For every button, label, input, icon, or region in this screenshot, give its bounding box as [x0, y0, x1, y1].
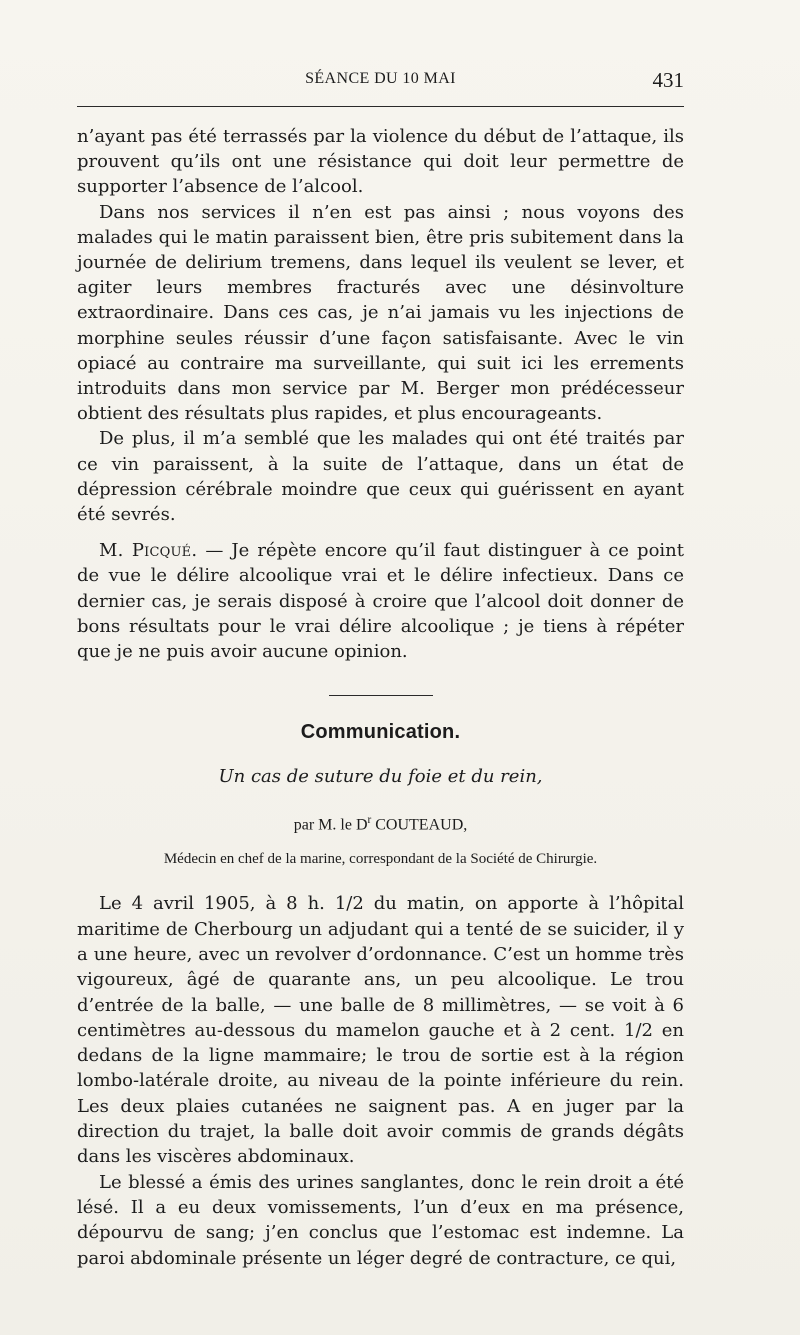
discussion-paragraph-2: Dans nos services il n’en est pas ainsi ; nous voyons des malades qui le matin paraissent bien, être pris subitement dans la journée de delirium tremens, dans lequel ils veulent se lever, et agiter leurs membres fracturés avec une désinvolture extraordinaire. Dans ces cas, je n’ai jamais vu les injections de morphine seules réussir d’une façon satisfaisante. Avec le vin opiacé au contraire ma surveillante, qui suit ici les errements introduits dans mon service par M. Berger mon prédécesseur obtient des résultats plus rapides, et plus encourageants.	[77, 201, 684, 425]
discussion-paragraph-3: De plus, il m’a semblé que les malades qui ont été traités par ce vin paraissent, à la suite de l’attaque, dans un état de dépression cérébrale moindre que ceux qui guérissent en ayant été sevrés.	[77, 428, 684, 526]
article-title: Un cas de suture du foie et du rein,	[218, 766, 543, 788]
case-paragraph-2: Le blessé a émis des urines sanglantes, donc le rein droit a été lésé. Il a eu deux vomissements, l’un d’eux en ma présence, dépourvu de sang; j’en conclus que l’estomac est indemne. La paroi abdominale présente un léger degré de contracture, ce qui,	[77, 1171, 684, 1269]
author-superscript: r	[367, 813, 372, 826]
picque-remark-text: — Je répète encore qu’il faut distinguer à ce point de vue le délire alcoolique vrai et le délire infectieux. Dans ce dernier cas, je serais disposé à croire que l’alcool doit donner de bons résultats pour le vrai délire alcoolique ; je tiens à répéter que je ne puis avoir aucune opinion.	[77, 540, 684, 663]
running-head: SÉANCE DU 10 MAI	[305, 70, 456, 87]
speaker-name: M. Picqué.	[99, 540, 198, 562]
author-line	[77, 808, 684, 838]
author-affiliation: Médecin en chef de la marine, correspondant de la Société de Chirurgie.	[163, 851, 598, 868]
discussion-paragraph-1: n’ayant pas été terrassés par la violence du début de l’attaque, ils prouvent qu’ils ont une résistance qui doit leur permettre de supporter l’absence de l’alcool.	[77, 126, 684, 198]
discussion-section	[77, 124, 684, 664]
section-divider	[329, 695, 433, 696]
case-paragraph-1: Le 4 avril 1905, à 8 h. 1/2 du matin, on apporte à l’hôpital maritime de Cherbourg un adjudant qui a tenté de se suicider, il y a une heure, avec un revolver d’ordonnance. C’est un homme très vigoureux, âgé de quarante ans, un peu alcoolique. Le trou d’entrée de la balle, — une balle de 8 millimètres, — se voit à 6 centimètres au-dessous du mamelon gauche et à 2 cent. 1/2 en dedans de la ligne mammaire; le trou de sortie est à la région lombo-latérale droite, au niveau de la pointe inférieure du rein. Les deux plaies cutanées ne saignent pas. A en juger par la direction du trajet, la balle doit avoir commis de grands dégâts dans les viscères abdominaux.	[77, 893, 684, 1168]
section-title: Communication.	[300, 721, 461, 744]
author-prefix: par M. le D	[293, 816, 368, 833]
author-name: COUTEAUD,	[371, 816, 468, 833]
page-number: 431	[652, 68, 684, 92]
communication-section	[77, 720, 684, 1271]
picque-remark	[77, 538, 684, 664]
page-body	[77, 124, 684, 1271]
page-header	[77, 66, 684, 107]
